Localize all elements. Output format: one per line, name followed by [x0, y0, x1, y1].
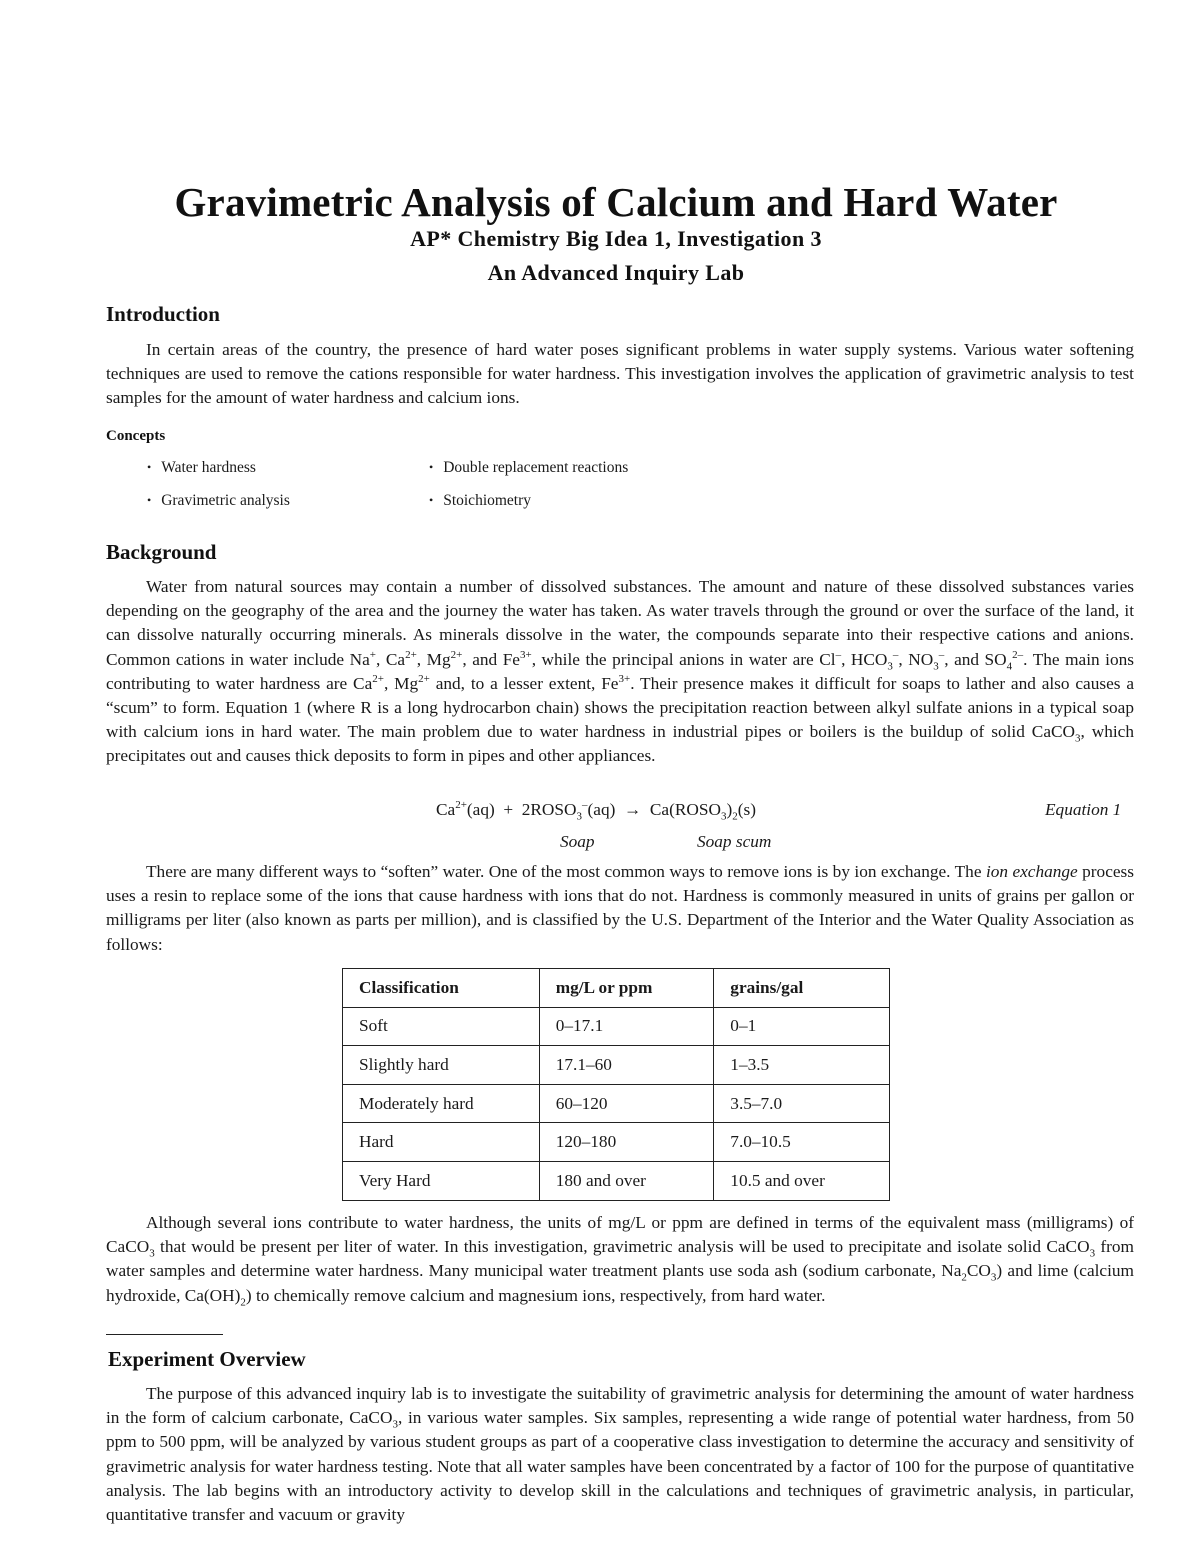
table-cell: Moderately hard — [343, 1084, 540, 1123]
equation-1: $Ca^{2+}(aq)$ + $2ROSO_3^-(aq)$ → $Ca(ROSO_3)_2(s)$ — [436, 799, 756, 823]
table-row — [343, 1046, 890, 1085]
table-cell: 3.5–7.0 — [714, 1084, 890, 1123]
table-cell: 17.1–60 — [539, 1046, 714, 1085]
introduction-heading: Introduction — [106, 302, 220, 326]
concepts-heading: Concepts — [106, 428, 166, 444]
table-row — [343, 1161, 890, 1200]
hardness-classification-table — [342, 968, 890, 1201]
table-header: grains/gal — [714, 969, 890, 1008]
table-header: Classification — [343, 969, 540, 1008]
table-cell: 120–180 — [539, 1123, 714, 1162]
background-heading: Background — [106, 540, 217, 564]
introduction-paragraph — [106, 338, 1134, 411]
concept-item: • Water hardness — [147, 459, 256, 477]
experiment-overview-heading: Experiment Overview — [108, 1347, 306, 1371]
table-cell: Hard — [343, 1123, 540, 1162]
table-row — [343, 1123, 890, 1162]
table-cell: Soft — [343, 1007, 540, 1046]
equation-label: Equation 1 — [1045, 800, 1122, 819]
background-paragraph-3: Although several ions contribute to water hardness, the units of mg/L or ppm are defined in terms of the equivalent mass (milligrams) of CaCO$_3$ that would be present per liter of water. In this investigation, gravimetric analysis will be used to precipitate and isolate solid CaCO$_3$ from water samples and determine water hardness. Many municipal water treatment plants use soda ash (sodium carbonate, $Na_2CO_3$) and lime (calcium hydroxide, $Ca(OH)_2$) to chemically remove calcium and magnesium ions, respectively, from hard water. — [106, 1213, 1134, 1309]
equation-label-soap: Soap — [560, 832, 595, 851]
table-cell: Very Hard — [343, 1161, 540, 1200]
footnote-rule — [106, 1334, 223, 1335]
experiment-overview-paragraph: The purpose of this advanced inquiry lab is to investigate the suitability of gravimetric analysis for determining the amount of water hardness in the form of calcium carbonate, CaCO$_3$, in various water samples. Six samples, representing a wide range of potential water hardness, from 50 ppm to 500 ppm, will be analyzed by various student groups as part of a cooperative class investigation to determine the accuracy and sensitivity of gravimetric analysis for water hardness testing. Note that all water samples have been concentrated by a factor of 100 for the purpose of quantitative analysis. The lab begins with an introductory activity to develop skill in the calculations and techniques of gravimetric analysis, in particular, quantitative transfer and vacuum or gravity — [106, 1384, 1134, 1525]
table-cell: 0–1 — [714, 1007, 890, 1046]
table-cell: 180 and over — [539, 1161, 714, 1200]
introduction-text: In certain areas of the country, the presence of hard water poses significant problems in water supply systems. Various water softening techniques are used to remove the cations responsible for water hardness. This investigation involves the application of gravimetric analysis to test samples for the amount of water hardness and calcium ions. — [106, 340, 1134, 408]
background-paragraph-1: Water from natural sources may contain a number of dissolved substances. The amount and nature of these dissolved substances varies depending on the geography of the area and the journey the water has taken. As water travels through the ground or over the surface of the land, it can dissolve naturally occurring minerals. As minerals dissolve in the water, the compounds separate into their respective cations and anions. Common cations in water include Na+, $Ca^{2+}$, $Mg^{2+}$, and $Fe^{3+}$, while the principal anions in water are Cl–, $HCO_3^-$, $NO_3^-$, and $SO_4^{2-}$. The main ions contributing to water hardness are $Ca^{2+}$, $Mg^{2+}$ and, to a lesser extent, $Fe^{3+}$. Their presence makes it difficult for soaps to lather and also causes a “scum” to form. Equation 1 (where R is a long hydrocarbon chain) shows the precipitation reaction between alkyl sulfate anions in a typical soap with calcium ions in hard water. The main problem due to water hardness in industrial pipes or boilers is the buildup of solid CaCO$_3$, which precipitates out and causes thick deposits to form in pipes and other appliances. — [106, 577, 1134, 766]
concept-item: • Gravimetric analysis — [147, 492, 290, 510]
table-cell: Slightly hard — [343, 1046, 540, 1085]
table-cell: 1–3.5 — [714, 1046, 890, 1085]
concept-item: • Double replacement reactions — [429, 459, 628, 477]
equation-label-soap-scum: Soap scum — [697, 832, 772, 851]
table-cell: 7.0–10.5 — [714, 1123, 890, 1162]
document-subtitle: AP* Chemistry Big Idea 1, Investigation 3 — [410, 226, 822, 251]
table-cell: 10.5 and over — [714, 1161, 890, 1200]
table-header: mg/L or ppm — [539, 969, 714, 1008]
table-row — [343, 1084, 890, 1123]
table-cell: 0–17.1 — [539, 1007, 714, 1046]
table-row — [343, 1007, 890, 1046]
concept-item: • Stoichiometry — [429, 492, 531, 510]
table-header-row — [343, 969, 890, 1008]
document-title: Gravimetric Analysis of Calcium and Hard Water — [174, 179, 1058, 225]
background-paragraph-2: There are many different ways to “soften” water. One of the most common ways to remove ions is by ion exchange. The ion exchange process uses a resin to replace some of the ions that cause hardness with ions that do not. Hardness is commonly measured in units of grains per gallon or milligrams per liter (also known as parts per million), and is classified by the U.S. Department of the Interior and the Water Quality Association as follows: — [106, 862, 1134, 954]
document-subtitle-lab-type: An Advanced Inquiry Lab — [487, 260, 745, 285]
table-cell: 60–120 — [539, 1084, 714, 1123]
